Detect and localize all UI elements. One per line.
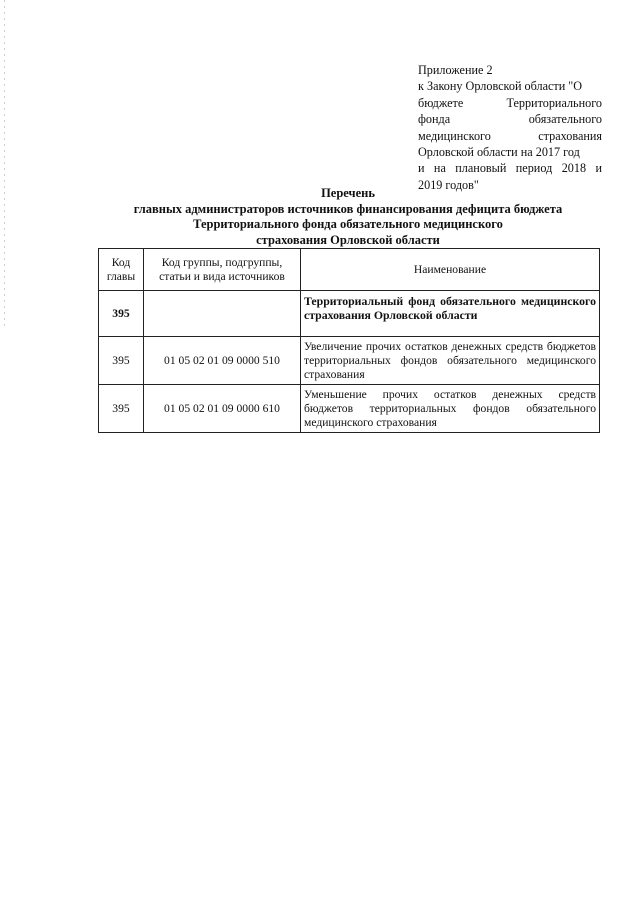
appendix-line: Орловской области на 2017 год (418, 145, 580, 160)
cell-chapter-code: 395 (99, 337, 144, 385)
title-line: страхования Орловской области (256, 232, 440, 247)
document-title (96, 186, 600, 248)
appendix-line: 2019 годов" (418, 177, 479, 192)
header-source-code: Код группы, подгруппы, статьи и вида источников (144, 249, 301, 291)
appendix-line: Приложение 2 (418, 63, 493, 77)
title-line: Перечень (321, 186, 375, 200)
appendix-note (418, 62, 602, 193)
appendix-line: к Закону Орловской области "О (418, 79, 583, 94)
appendix-line: и на плановый период 2018 и (418, 161, 602, 176)
cell-source-code: 01 05 02 01 09 0000 610 (144, 385, 301, 433)
cell-chapter-code: 395 (99, 385, 144, 433)
appendix-line: медицинского страхования (418, 128, 602, 143)
cell-source-code: 01 05 02 01 09 0000 510 (144, 337, 301, 385)
header-chapter-code: Код главы (99, 249, 144, 291)
scan-edge-mark (4, 0, 5, 330)
header-name: Наименование (301, 249, 600, 291)
table-row (99, 385, 600, 433)
table-row (99, 291, 600, 337)
table-row (99, 337, 600, 385)
cell-name: Уменьшение прочих остатков денежных средств бюджетов территориальных фондов обязательного медицинского страхования (301, 385, 600, 433)
cell-name: Увеличение прочих остатков денежных средств бюджетов территориальных фондов обязательного медицинского страхования (301, 337, 600, 385)
appendix-line: бюджете Территориального (418, 95, 602, 110)
title-line: главных администраторов источников финансирования дефицита бюджета (133, 201, 563, 216)
cell-source-code (144, 291, 301, 337)
cell-chapter-code: 395 (99, 291, 144, 337)
administrators-table (98, 248, 600, 433)
appendix-line: фонда обязательного (418, 112, 602, 127)
cell-name: Территориальный фонд обязательного медицинского страхования Орловской области (301, 291, 600, 337)
table-header-row (99, 249, 600, 291)
title-line: Территориального фонда обязательного медицинского (193, 217, 503, 232)
